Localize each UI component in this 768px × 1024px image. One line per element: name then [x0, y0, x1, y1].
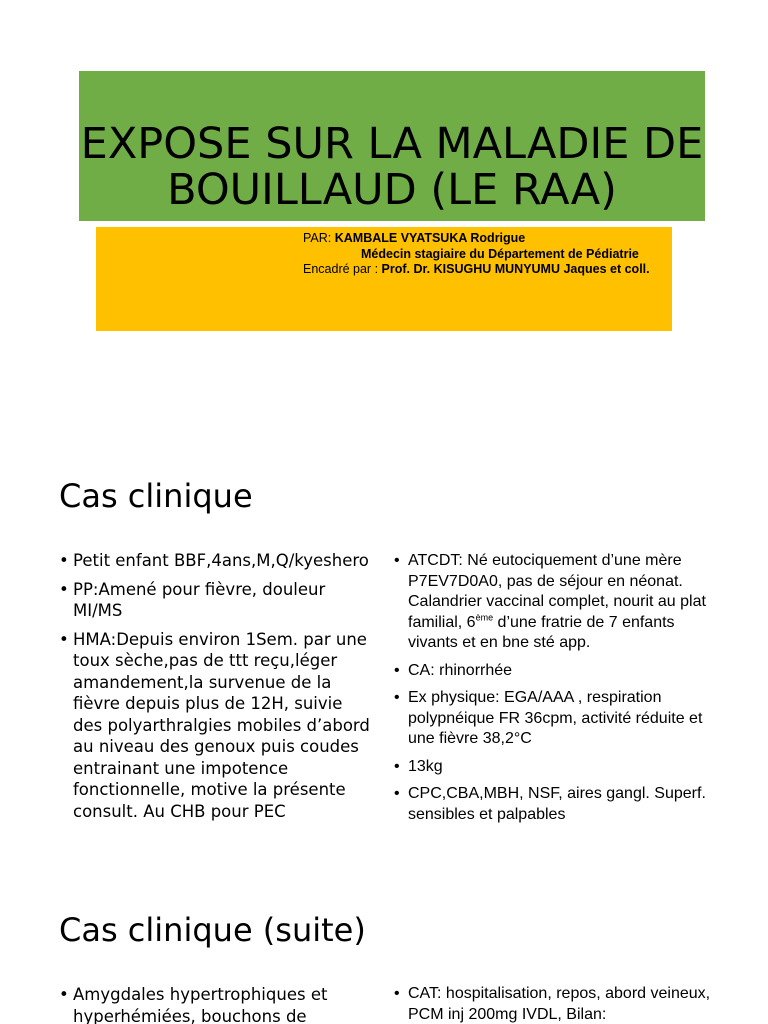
right-column — [394, 984, 714, 1024]
list-item: • Ex physique: EGA/AAA , respiration polypnéique FR 36cpm, activité réduite et une fièvre 38,2°C — [394, 688, 714, 750]
role-line — [303, 247, 663, 263]
list-item — [394, 551, 714, 654]
left-column — [59, 984, 371, 1024]
subtitle-banner — [96, 227, 672, 331]
superscript: ème — [475, 612, 494, 623]
list-item: • CA: rhinorrhée — [394, 661, 714, 682]
list-item: • PP:Amené pour fièvre, douleur MI/MS — [59, 579, 371, 622]
list-item: • Amygdales hypertrophiques et hyperhémiées, bouchons de — [59, 984, 371, 1024]
author-role: Médecin stagiaire du Département de Pédiatrie — [361, 246, 639, 261]
list-item: • 13kg — [394, 757, 714, 778]
supervisor-line — [303, 262, 663, 278]
slide-heading: Cas clinique (suite) — [59, 911, 366, 949]
title-banner — [79, 71, 705, 221]
case-slide — [0, 450, 768, 870]
subtitle-text — [303, 231, 663, 278]
supervisor-name: Prof. Dr. KISUGHU MUNYUMU Jaques et coll. — [381, 262, 650, 276]
presentation-title: EXPOSE SUR LA MALADIE DE BOUILLAUD (LE RAA) — [80, 119, 704, 215]
list-item-text: ATCDT: Né eutociquement d’une mère P7EV7D0A0, pas de séjour en néonat. Calandrier vaccinal complet, nourit au plat familial, 6 — [408, 552, 706, 631]
list-item: • Petit enfant BBF,4ans,M,Q/kyeshero — [59, 550, 371, 572]
list-item: • CPC,CBA,MBH, NSF, aires gangl. Superf. sensibles et palpables — [394, 784, 714, 825]
list-item-text: d’une fratrie de 7 enfants vivants et en bne sté app. — [408, 613, 675, 651]
author-name: KAMBALE VYATSUKA Rodrigue — [334, 231, 526, 245]
case-continued-slide — [0, 880, 768, 1024]
supervised-label: Encadré par : — [303, 262, 382, 276]
slide-heading: Cas clinique — [59, 477, 253, 515]
list-item: • HMA:Depuis environ 1Sem. par une toux sèche,pas de ttt reçu,léger amandement,la survenue de la fièvre depuis plus de 12H, suivie des polyarthralgies mobiles d’abord au niveau des genoux puis coudes entrainant une impotence fonctionnelle, motive la présente consult. Au CHB pour PEC — [59, 629, 371, 823]
left-column — [59, 550, 371, 829]
list-item: • CAT: hospitalisation, repos, abord veineux, PCM inj 200mg IVDL, Bilan: — [394, 984, 714, 1024]
by-label: PAR: — [303, 231, 335, 245]
author-line — [303, 231, 663, 247]
title-slide — [0, 0, 768, 400]
right-column — [394, 551, 714, 832]
